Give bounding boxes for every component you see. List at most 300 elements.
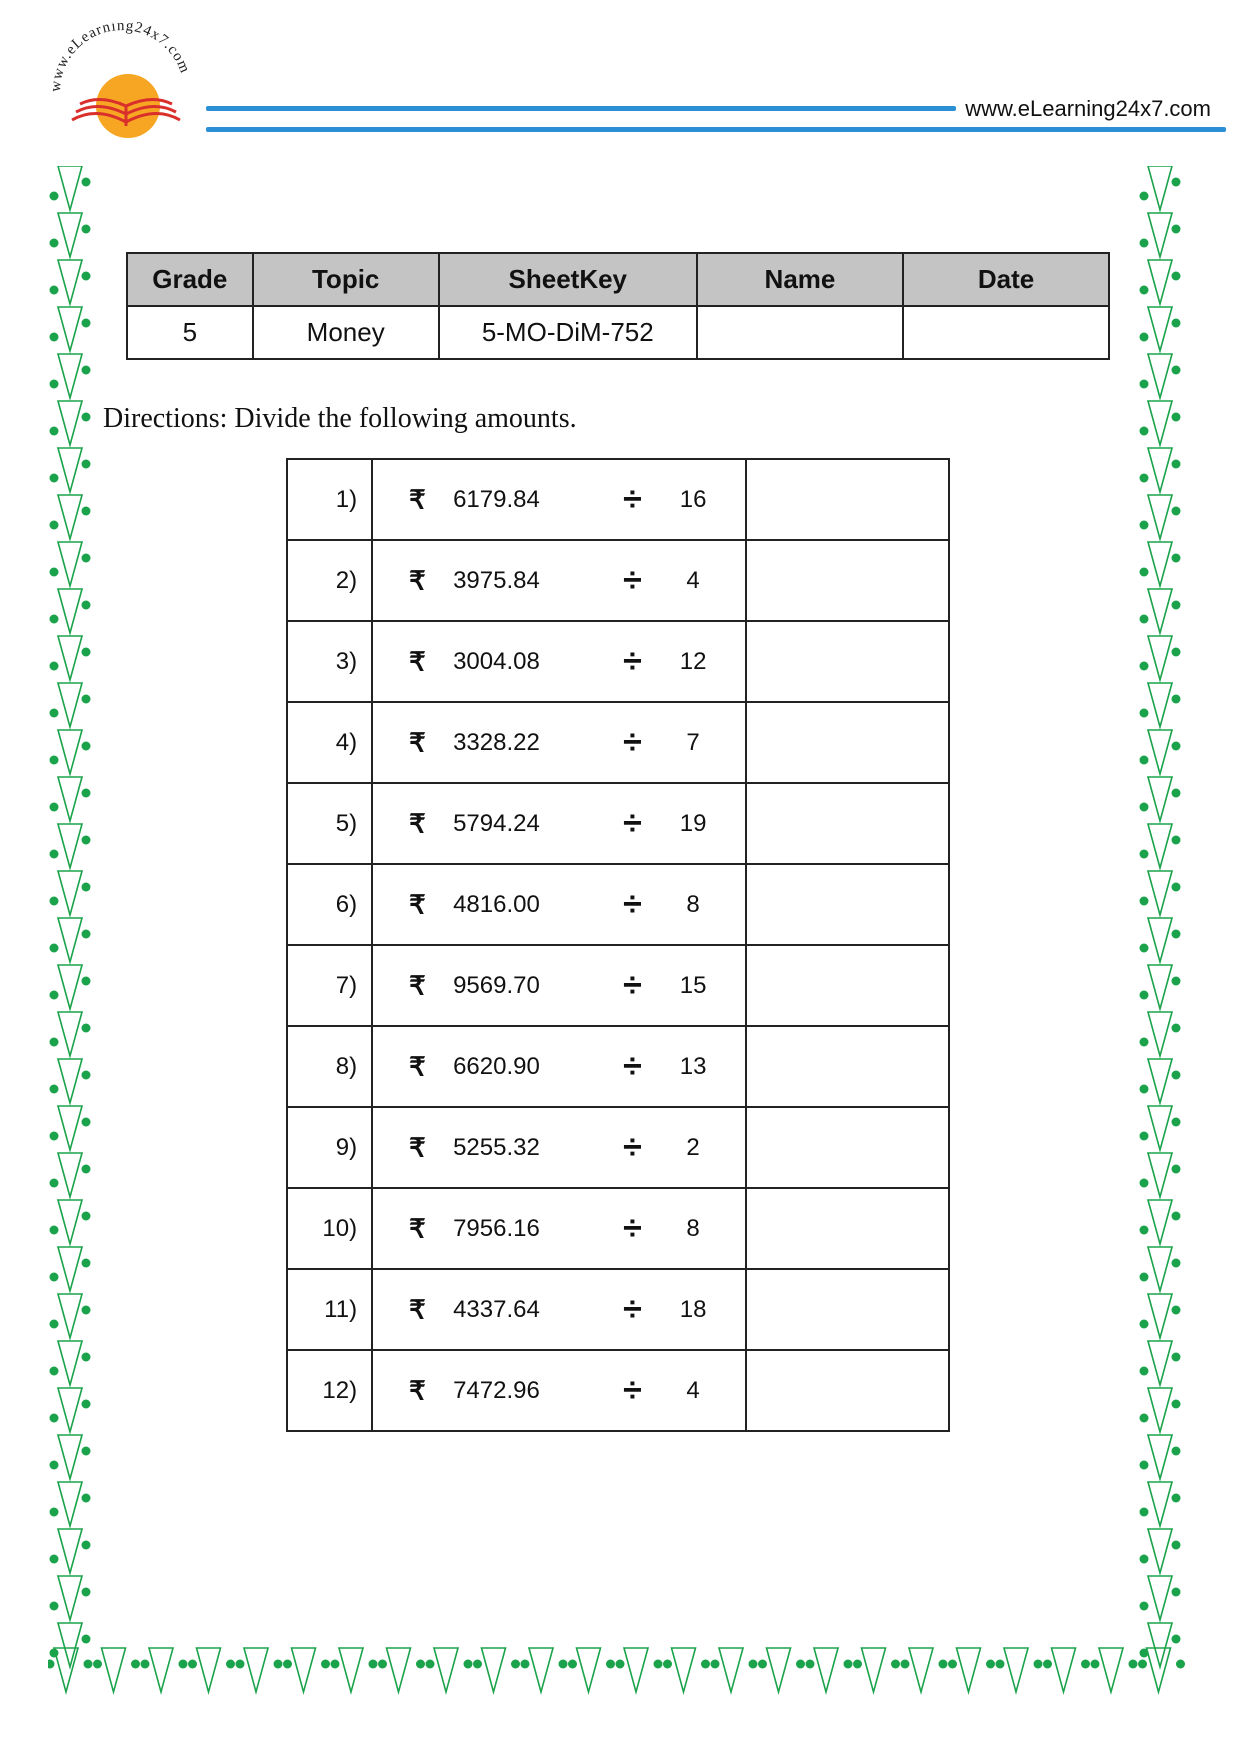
border-triangle bbox=[58, 1529, 82, 1573]
border-dot bbox=[1172, 1541, 1181, 1550]
border-triangle bbox=[957, 1648, 981, 1692]
problem-amount: 4337.64 bbox=[453, 1295, 540, 1323]
border-dot bbox=[1172, 977, 1181, 986]
site-url: www.eLearning24x7.com bbox=[965, 96, 1211, 121]
border-dot bbox=[606, 1660, 615, 1669]
site-logo bbox=[46, 22, 198, 152]
border-triangle bbox=[58, 1482, 82, 1526]
border-dot bbox=[82, 319, 91, 328]
border-triangle bbox=[482, 1648, 506, 1692]
border-triangle bbox=[1148, 1576, 1172, 1620]
border-dot bbox=[701, 1660, 710, 1669]
border-dot bbox=[796, 1660, 805, 1669]
border-dot bbox=[82, 883, 91, 892]
border-dot bbox=[50, 1226, 59, 1235]
border-dot bbox=[82, 977, 91, 986]
border-dot bbox=[1172, 601, 1181, 610]
problem-row bbox=[287, 783, 949, 864]
border-triangle bbox=[58, 1012, 82, 1056]
border-dot bbox=[654, 1660, 663, 1669]
border-dot bbox=[50, 521, 59, 530]
border-dot bbox=[891, 1660, 900, 1669]
rupee-icon: ₹ bbox=[409, 808, 426, 838]
border-dot bbox=[1138, 1660, 1147, 1669]
rupee-icon: ₹ bbox=[409, 1294, 426, 1324]
border-triangle bbox=[58, 918, 82, 962]
border-dot bbox=[1172, 1588, 1181, 1597]
date-header: Date bbox=[903, 253, 1109, 306]
answer-box[interactable] bbox=[746, 621, 949, 702]
answer-box[interactable] bbox=[746, 702, 949, 783]
divide-icon: ÷ bbox=[623, 804, 642, 842]
problem-number: 3) bbox=[287, 621, 372, 702]
border-dot bbox=[82, 1447, 91, 1456]
problem-divisor: 7 bbox=[686, 728, 700, 756]
border-triangle bbox=[672, 1648, 696, 1692]
border-dot bbox=[1172, 1447, 1181, 1456]
border-dot bbox=[141, 1660, 150, 1669]
border-triangle bbox=[1148, 542, 1172, 586]
border-dot bbox=[82, 178, 91, 187]
border-triangle bbox=[58, 213, 82, 257]
border-dot bbox=[616, 1660, 625, 1669]
border-triangle bbox=[1148, 307, 1172, 351]
problem-number: 2) bbox=[287, 540, 372, 621]
border-dot bbox=[274, 1660, 283, 1669]
problem-expression bbox=[372, 945, 746, 1026]
border-dot bbox=[1140, 1555, 1149, 1564]
border-triangle bbox=[1148, 1106, 1172, 1150]
border-dot bbox=[1140, 1320, 1149, 1329]
border-dot bbox=[82, 1353, 91, 1362]
divide-icon: ÷ bbox=[623, 1371, 642, 1409]
border-dot bbox=[1140, 1179, 1149, 1188]
divide-icon: ÷ bbox=[623, 723, 642, 761]
border-dot bbox=[50, 286, 59, 295]
problem-number: 9) bbox=[287, 1107, 372, 1188]
problem-row bbox=[287, 702, 949, 783]
border-dot bbox=[226, 1660, 235, 1669]
problem-row bbox=[287, 1026, 949, 1107]
border-dot bbox=[1140, 944, 1149, 953]
border-dot bbox=[50, 239, 59, 248]
border-dot bbox=[50, 944, 59, 953]
border-dot bbox=[1172, 695, 1181, 704]
border-triangle bbox=[58, 1388, 82, 1432]
border-triangle bbox=[58, 683, 82, 727]
border-dot bbox=[844, 1660, 853, 1669]
answer-box[interactable] bbox=[746, 864, 949, 945]
problem-divisor: 4 bbox=[686, 1376, 700, 1404]
problem-row bbox=[287, 945, 949, 1026]
border-dot bbox=[50, 709, 59, 718]
border-triangle bbox=[1148, 1294, 1172, 1338]
border-dot bbox=[1172, 930, 1181, 939]
border-dot bbox=[50, 1038, 59, 1047]
border-triangle bbox=[58, 824, 82, 868]
border-dot bbox=[568, 1660, 577, 1669]
border-triangle bbox=[1148, 1482, 1172, 1526]
border-dot bbox=[82, 1306, 91, 1315]
header-rule-top bbox=[206, 106, 956, 111]
problem-divisor: 2 bbox=[686, 1133, 700, 1161]
problem-number: 10) bbox=[287, 1188, 372, 1269]
border-dot bbox=[1172, 178, 1181, 187]
problem-expression bbox=[372, 1350, 746, 1431]
border-dot bbox=[1140, 709, 1149, 718]
rupee-icon: ₹ bbox=[409, 727, 426, 757]
problem-number: 4) bbox=[287, 702, 372, 783]
border-triangle bbox=[1148, 683, 1172, 727]
problem-amount: 3328.22 bbox=[453, 728, 540, 756]
border-dot bbox=[1140, 521, 1149, 530]
border-dot bbox=[50, 333, 59, 342]
problem-divisor: 4 bbox=[686, 566, 700, 594]
border-triangle bbox=[58, 166, 82, 210]
divide-icon: ÷ bbox=[623, 966, 642, 1004]
answer-box[interactable] bbox=[746, 540, 949, 621]
problem-expression bbox=[372, 864, 746, 945]
border-triangle bbox=[1148, 824, 1172, 868]
problem-number: 5) bbox=[287, 783, 372, 864]
border-dot bbox=[1140, 427, 1149, 436]
border-dot bbox=[939, 1660, 948, 1669]
border-dot bbox=[1172, 366, 1181, 375]
border-dot bbox=[82, 554, 91, 563]
border-dot bbox=[464, 1660, 473, 1669]
border-dot bbox=[1172, 507, 1181, 516]
border-dot bbox=[1172, 225, 1181, 234]
border-dot bbox=[1140, 1602, 1149, 1611]
border-dot bbox=[82, 413, 91, 422]
problem-amount: 6620.90 bbox=[453, 1052, 540, 1080]
border-triangle bbox=[54, 1648, 78, 1692]
border-dot bbox=[758, 1660, 767, 1669]
problem-amount: 6179.84 bbox=[453, 485, 540, 513]
border-triangle bbox=[1148, 589, 1172, 633]
border-triangle bbox=[58, 354, 82, 398]
border-triangle bbox=[1148, 965, 1172, 1009]
border-dot bbox=[50, 1132, 59, 1141]
border-dot bbox=[50, 474, 59, 483]
border-dot bbox=[1172, 1024, 1181, 1033]
border-dot bbox=[82, 1024, 91, 1033]
border-triangle bbox=[909, 1648, 933, 1692]
border-dot bbox=[426, 1660, 435, 1669]
border-triangle bbox=[1148, 213, 1172, 257]
border-triangle bbox=[1148, 636, 1172, 680]
border-dot bbox=[50, 803, 59, 812]
divide-icon: ÷ bbox=[623, 1209, 642, 1247]
border-triangle bbox=[434, 1648, 458, 1692]
border-dot bbox=[82, 601, 91, 610]
problem-number: 12) bbox=[287, 1350, 372, 1431]
divide-icon: ÷ bbox=[623, 1128, 642, 1166]
problem-number: 11) bbox=[287, 1269, 372, 1350]
problem-row bbox=[287, 459, 949, 540]
border-dot bbox=[1140, 1508, 1149, 1517]
border-triangle bbox=[1148, 871, 1172, 915]
answer-box[interactable] bbox=[746, 1188, 949, 1269]
border-triangle bbox=[58, 1106, 82, 1150]
border-dot bbox=[996, 1660, 1005, 1669]
divide-icon: ÷ bbox=[623, 561, 642, 599]
border-triangle bbox=[1148, 1341, 1172, 1385]
border-dot bbox=[1140, 803, 1149, 812]
border-dot bbox=[82, 648, 91, 657]
border-dot bbox=[663, 1660, 672, 1669]
directions-text: Directions: Divide the following amounts. bbox=[103, 403, 577, 434]
rupee-icon: ₹ bbox=[409, 1132, 426, 1162]
name-field[interactable] bbox=[697, 306, 903, 359]
border-dot bbox=[1172, 789, 1181, 798]
border-dot bbox=[82, 1165, 91, 1174]
border-triangle bbox=[577, 1648, 601, 1692]
border-dot bbox=[82, 1212, 91, 1221]
border-dot bbox=[521, 1660, 530, 1669]
border-triangle bbox=[1148, 495, 1172, 539]
border-dot bbox=[82, 1400, 91, 1409]
border-dot bbox=[1091, 1660, 1100, 1669]
border-dot bbox=[1172, 742, 1181, 751]
problem-amount: 7472.96 bbox=[453, 1376, 540, 1404]
border-dot bbox=[50, 1179, 59, 1188]
border-dot bbox=[82, 1635, 91, 1644]
problem-expression bbox=[372, 1269, 746, 1350]
border-dot bbox=[473, 1660, 482, 1669]
border-dot bbox=[1140, 474, 1149, 483]
name-header: Name bbox=[697, 253, 903, 306]
border-dot bbox=[1140, 286, 1149, 295]
border-dot bbox=[1172, 1353, 1181, 1362]
answer-box[interactable] bbox=[746, 1026, 949, 1107]
info-header-row bbox=[127, 253, 1109, 306]
border-triangle bbox=[862, 1648, 886, 1692]
border-dot bbox=[50, 1320, 59, 1329]
border-dot bbox=[1172, 413, 1181, 422]
answer-box[interactable] bbox=[746, 459, 949, 540]
problem-expression bbox=[372, 1188, 746, 1269]
answer-box[interactable] bbox=[746, 783, 949, 864]
border-dot bbox=[331, 1660, 340, 1669]
border-triangle bbox=[58, 1059, 82, 1103]
border-triangle bbox=[58, 542, 82, 586]
border-dot bbox=[1172, 836, 1181, 845]
border-dot bbox=[50, 1555, 59, 1564]
border-triangle bbox=[58, 1200, 82, 1244]
border-dot bbox=[1172, 1259, 1181, 1268]
border-triangle bbox=[58, 1294, 82, 1338]
worksheet-info-table bbox=[126, 252, 1110, 360]
topic-value: Money bbox=[253, 306, 439, 359]
border-triangle bbox=[1148, 1059, 1172, 1103]
border-triangle bbox=[1148, 1247, 1172, 1291]
border-triangle bbox=[58, 307, 82, 351]
date-field[interactable] bbox=[903, 306, 1109, 359]
problems-table bbox=[286, 458, 950, 1432]
border-triangle bbox=[292, 1648, 316, 1692]
border-dot bbox=[82, 272, 91, 281]
answer-box[interactable] bbox=[746, 1107, 949, 1188]
border-dot bbox=[82, 366, 91, 375]
grade-header: Grade bbox=[127, 253, 253, 306]
border-dot bbox=[1172, 1071, 1181, 1080]
border-triangle bbox=[1148, 730, 1172, 774]
border-dot bbox=[50, 991, 59, 1000]
problem-number: 8) bbox=[287, 1026, 372, 1107]
border-dot bbox=[50, 380, 59, 389]
logo-text: www.eLearning24x7.com bbox=[47, 22, 193, 93]
border-dot bbox=[1172, 648, 1181, 657]
border-dot bbox=[50, 897, 59, 906]
rupee-icon: ₹ bbox=[409, 1213, 426, 1243]
problem-row bbox=[287, 1269, 949, 1350]
problem-expression bbox=[372, 540, 746, 621]
border-dot bbox=[82, 789, 91, 798]
answer-box[interactable] bbox=[746, 1350, 949, 1431]
border-triangle bbox=[58, 1576, 82, 1620]
problem-divisor: 19 bbox=[679, 809, 707, 837]
problem-amount: 7956.16 bbox=[453, 1214, 540, 1242]
problem-divisor: 8 bbox=[686, 890, 700, 918]
border-triangle bbox=[1148, 918, 1172, 962]
border-dot bbox=[1140, 615, 1149, 624]
topic-header: Topic bbox=[253, 253, 439, 306]
rupee-icon: ₹ bbox=[409, 484, 426, 514]
border-dot bbox=[50, 1414, 59, 1423]
border-dot bbox=[559, 1660, 568, 1669]
problem-amount: 4816.00 bbox=[453, 890, 540, 918]
border-dot bbox=[48, 1660, 55, 1669]
border-triangle bbox=[58, 965, 82, 1009]
border-dot bbox=[1140, 1038, 1149, 1047]
info-value-row bbox=[127, 306, 1109, 359]
border-dot bbox=[50, 615, 59, 624]
border-dot bbox=[82, 1541, 91, 1550]
rupee-icon: ₹ bbox=[409, 970, 426, 1000]
problem-amount: 5255.32 bbox=[453, 1133, 540, 1161]
border-dot bbox=[1043, 1660, 1052, 1669]
problem-amount: 3975.84 bbox=[453, 566, 540, 594]
border-dot bbox=[1172, 460, 1181, 469]
border-dot bbox=[50, 1461, 59, 1470]
border-triangle bbox=[1148, 1435, 1172, 1479]
border-triangle bbox=[529, 1648, 553, 1692]
border-triangle bbox=[58, 871, 82, 915]
border-dot bbox=[711, 1660, 720, 1669]
border-dot bbox=[82, 742, 91, 751]
border-dot bbox=[1172, 1118, 1181, 1127]
border-triangle bbox=[1099, 1648, 1123, 1692]
border-triangle bbox=[58, 1247, 82, 1291]
border-dot bbox=[84, 1660, 93, 1669]
border-dot bbox=[1172, 272, 1181, 281]
border-triangle bbox=[1148, 1200, 1172, 1244]
border-dot bbox=[50, 850, 59, 859]
problem-amount: 5794.24 bbox=[453, 809, 540, 837]
problem-divisor: 15 bbox=[679, 971, 707, 999]
border-triangle bbox=[1148, 777, 1172, 821]
border-dot bbox=[1140, 568, 1149, 577]
border-triangle bbox=[102, 1648, 126, 1692]
problem-row bbox=[287, 864, 949, 945]
divide-icon: ÷ bbox=[623, 642, 642, 680]
border-dot bbox=[82, 1259, 91, 1268]
answer-box[interactable] bbox=[746, 945, 949, 1026]
answer-box[interactable] bbox=[746, 1269, 949, 1350]
problem-expression bbox=[372, 1107, 746, 1188]
border-dot bbox=[1140, 1085, 1149, 1094]
border-dot bbox=[1140, 1273, 1149, 1282]
border-dot bbox=[50, 192, 59, 201]
border-triangle bbox=[387, 1648, 411, 1692]
border-dot bbox=[1140, 1414, 1149, 1423]
border-dot bbox=[179, 1660, 188, 1669]
divide-icon: ÷ bbox=[623, 885, 642, 923]
border-dot bbox=[82, 1118, 91, 1127]
border-dot bbox=[50, 568, 59, 577]
divide-icon: ÷ bbox=[623, 1290, 642, 1328]
sheetkey-header: SheetKey bbox=[439, 253, 697, 306]
problem-row bbox=[287, 1350, 949, 1431]
problem-expression bbox=[372, 1026, 746, 1107]
border-dot bbox=[1172, 319, 1181, 328]
border-triangle bbox=[1148, 401, 1172, 445]
rupee-icon: ₹ bbox=[409, 1051, 426, 1081]
border-triangle bbox=[58, 495, 82, 539]
border-dot bbox=[321, 1660, 330, 1669]
problem-number: 6) bbox=[287, 864, 372, 945]
border-dot bbox=[1172, 1494, 1181, 1503]
border-triangle bbox=[339, 1648, 363, 1692]
border-dot bbox=[1172, 1306, 1181, 1315]
border-dot bbox=[1140, 1367, 1149, 1376]
border-dot bbox=[1081, 1660, 1090, 1669]
border-dot bbox=[236, 1660, 245, 1669]
border-dot bbox=[82, 836, 91, 845]
border-dot bbox=[1140, 333, 1149, 342]
border-dot bbox=[1176, 1660, 1185, 1669]
border-triangle bbox=[58, 401, 82, 445]
border-dot bbox=[131, 1660, 140, 1669]
border-triangle bbox=[1148, 448, 1172, 492]
border-triangle bbox=[1148, 166, 1172, 210]
border-dot bbox=[82, 930, 91, 939]
border-dot bbox=[1140, 850, 1149, 859]
border-triangle bbox=[58, 1341, 82, 1385]
problem-divisor: 12 bbox=[679, 647, 707, 675]
divide-icon: ÷ bbox=[623, 1047, 642, 1085]
border-dot bbox=[416, 1660, 425, 1669]
border-dot bbox=[82, 460, 91, 469]
border-triangle bbox=[58, 260, 82, 304]
border-triangle bbox=[1148, 1388, 1172, 1432]
border-dot bbox=[1172, 1635, 1181, 1644]
border-dot bbox=[749, 1660, 758, 1669]
border-dot bbox=[1140, 1461, 1149, 1470]
border-dot bbox=[1172, 1165, 1181, 1174]
rupee-icon: ₹ bbox=[409, 889, 426, 919]
border-dot bbox=[986, 1660, 995, 1669]
problem-expression bbox=[372, 621, 746, 702]
border-dot bbox=[50, 427, 59, 436]
border-dot bbox=[82, 507, 91, 516]
border-dot bbox=[50, 1367, 59, 1376]
problem-amount: 9569.70 bbox=[453, 971, 540, 999]
border-triangle bbox=[767, 1648, 791, 1692]
border-dot bbox=[1140, 662, 1149, 671]
border-dot bbox=[1172, 554, 1181, 563]
